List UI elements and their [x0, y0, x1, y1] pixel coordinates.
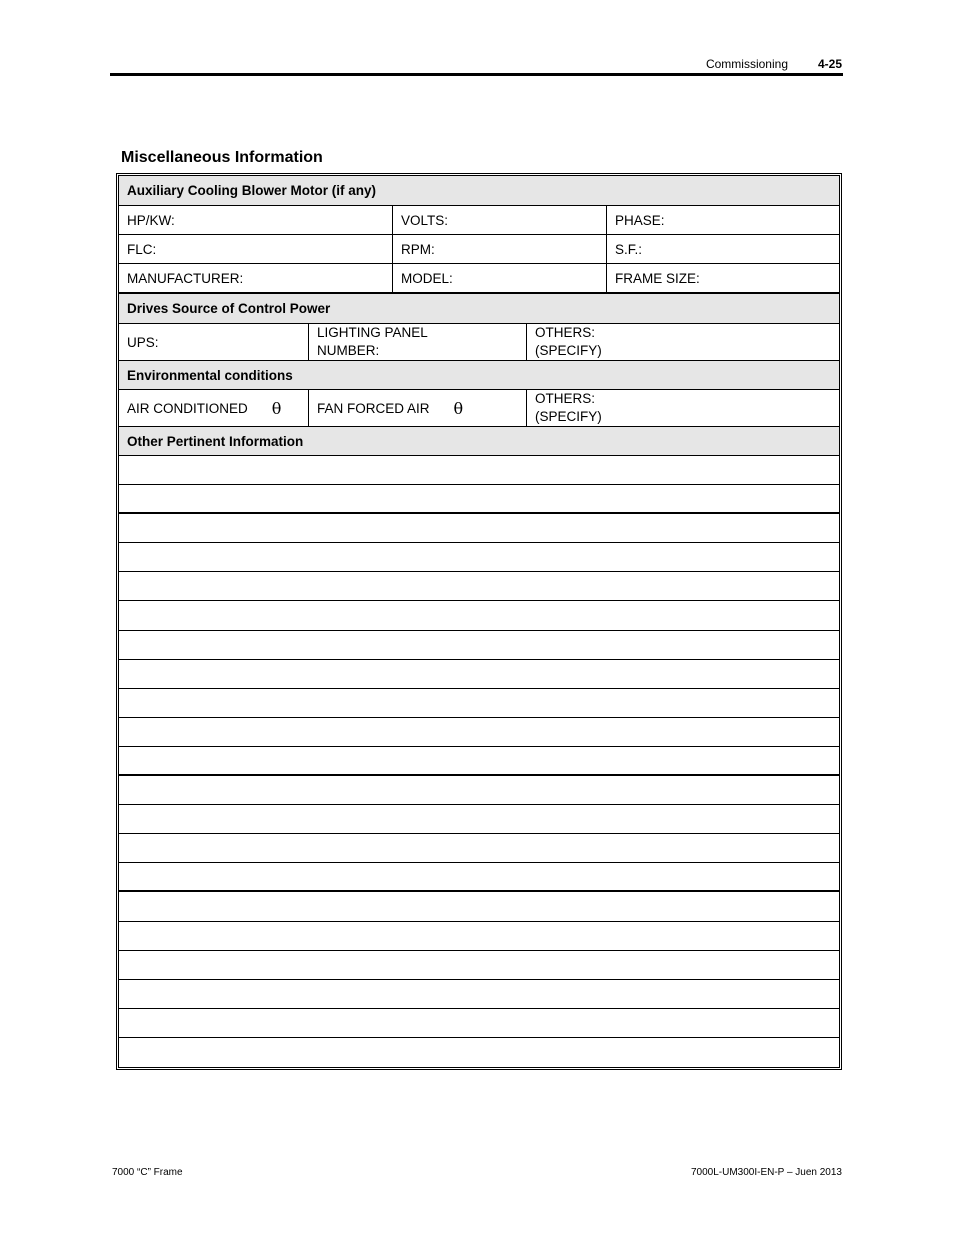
sf-field[interactable]: S.F.:: [615, 241, 643, 257]
blower-row-1: [119, 206, 839, 235]
flc-field[interactable]: FLC:: [119, 235, 393, 263]
environment-heading: Environmental conditions: [119, 361, 839, 390]
blank-line[interactable]: [119, 834, 839, 863]
environment-row: [119, 390, 839, 427]
footer-left: 7000 “C” Frame: [112, 1167, 183, 1178]
lighting-number-label: NUMBER:: [317, 343, 380, 358]
blank-line[interactable]: [119, 631, 839, 660]
page-number: 4-25: [817, 57, 842, 71]
environment-others-label: OTHERS:: [535, 391, 596, 406]
blower-row-2: [119, 235, 839, 264]
air-conditioned-checkbox-icon[interactable]: θ: [271, 398, 282, 418]
lighting-panel-label: LIGHTING PANEL: [317, 325, 428, 340]
power-heading: Drives Source of Control Power: [119, 294, 839, 324]
blank-line[interactable]: [119, 863, 839, 892]
frame-size-field[interactable]: FRAME SIZE:: [615, 270, 700, 286]
blank-line[interactable]: [119, 805, 839, 834]
hp-kw-field[interactable]: HP/KW:: [119, 206, 393, 234]
fan-forced-air-field[interactable]: [309, 390, 527, 426]
blank-line[interactable]: [119, 951, 839, 980]
misc-info-form: [118, 175, 840, 1068]
fan-forced-air-checkbox-icon[interactable]: θ: [453, 398, 464, 418]
phase-field[interactable]: PHASE:: [615, 212, 665, 228]
blank-line[interactable]: [119, 892, 839, 921]
air-conditioned-label: AIR CONDITIONED: [127, 400, 248, 416]
fan-forced-air-label: FAN FORCED AIR: [317, 400, 430, 416]
model-field[interactable]: MODEL:: [393, 264, 607, 292]
blank-line[interactable]: [119, 776, 839, 805]
blank-line[interactable]: [119, 456, 839, 485]
blower-heading: Auxiliary Cooling Blower Motor (if any): [119, 176, 839, 206]
power-row: [119, 324, 839, 361]
power-others-label: OTHERS:: [535, 325, 596, 340]
blank-line[interactable]: [119, 980, 839, 1009]
blank-line[interactable]: [119, 543, 839, 572]
air-conditioned-field[interactable]: [119, 390, 309, 426]
header-section-title: Commissioning: [705, 57, 788, 71]
blank-line[interactable]: [119, 718, 839, 747]
blank-line[interactable]: [119, 747, 839, 776]
header-rule: [110, 73, 843, 76]
other-info-heading: Other Pertinent Information: [119, 427, 839, 456]
blank-line[interactable]: [119, 485, 839, 514]
blank-line[interactable]: [119, 689, 839, 718]
environment-others-field[interactable]: [527, 390, 839, 426]
blank-line[interactable]: [119, 1038, 839, 1067]
blank-line[interactable]: [119, 660, 839, 689]
blower-row-3: [119, 264, 839, 294]
blank-line[interactable]: [119, 601, 839, 630]
blank-line[interactable]: [119, 514, 839, 543]
environment-specify-label: (SPECIFY): [535, 409, 602, 424]
blank-line[interactable]: [119, 572, 839, 601]
section-title: Miscellaneous Information: [121, 149, 323, 166]
footer-right: 7000L-UM300I-EN-P – Juen 2013: [690, 1167, 842, 1178]
rpm-field[interactable]: RPM:: [393, 235, 607, 263]
power-others-field[interactable]: [527, 324, 839, 360]
ups-field[interactable]: UPS:: [119, 324, 309, 360]
lighting-panel-field[interactable]: [309, 324, 527, 360]
blank-line[interactable]: [119, 1009, 839, 1038]
blank-line[interactable]: [119, 922, 839, 951]
manufacturer-field[interactable]: MANUFACTURER:: [119, 264, 393, 292]
power-specify-label: (SPECIFY): [535, 343, 602, 358]
volts-field[interactable]: VOLTS:: [393, 206, 607, 234]
